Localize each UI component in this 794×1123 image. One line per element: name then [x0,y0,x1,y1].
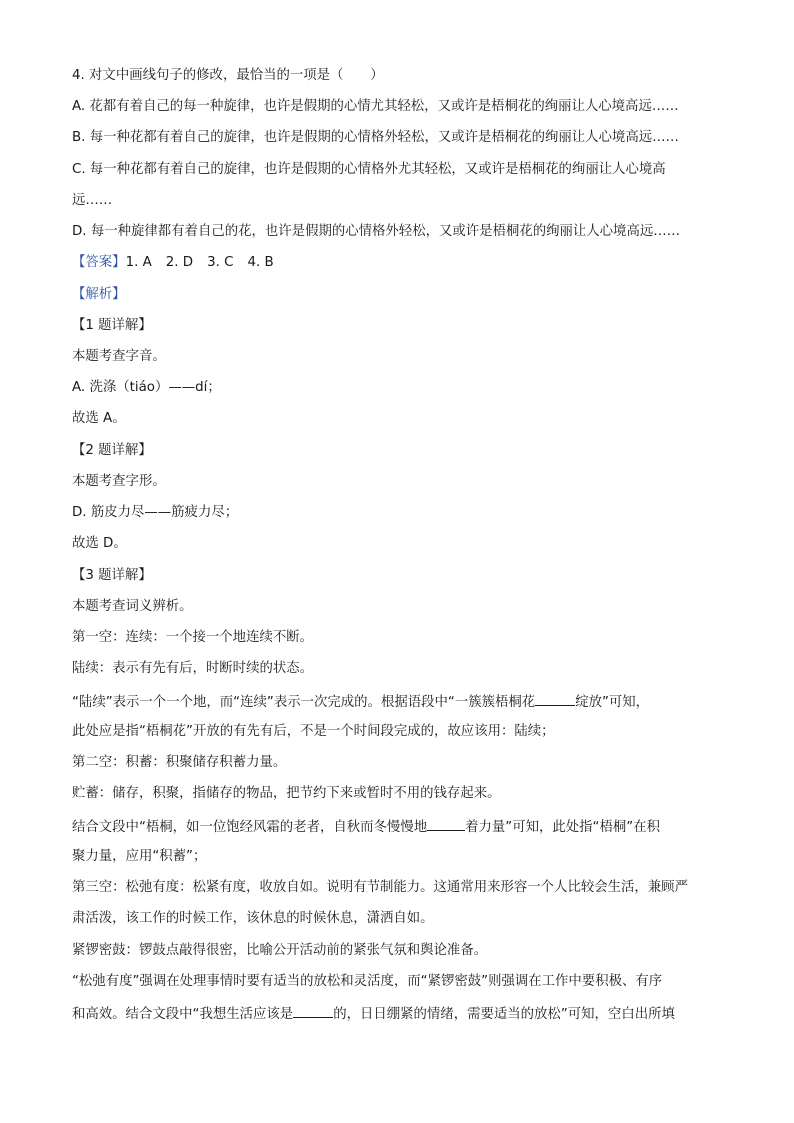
q3-detail-line: 贮蓄：储存，积聚，指储存的物品，把节约下来或暂时不用的钱存起来。 [72,786,501,801]
fill-blank [427,816,465,831]
question-4-option-b: B. 每一种花都有着自己的旋律，也许是假期的心情格外轻松，又或许是梧桐花的绚丽让人心境高远…… [72,130,679,145]
q3-detail-line: “松弛有度”强调在处理事情时要有适当的放松和灵活度，而“紧锣密鼓”则强调在工作中要积极、有序 [72,974,663,989]
q2-detail-line: 故选 D。 [72,536,127,551]
q3-detail-line: 肃活泼，该工作的时候工作，该休息的时候休息，潇洒自如。 [72,911,434,926]
q3-detail-line: 紧锣密鼓：锣鼓点敲得很密，比喻公开活动前的紧张气氛和舆论准备。 [72,943,488,958]
answer-item: 3. C [207,255,234,270]
q1-detail-line: 故选 A。 [72,411,126,426]
q1-detail-heading: 【1 题详解】 [72,318,152,333]
question-4-option-c-cont: 远…… [72,193,113,208]
q3-detail-line: 结合文段中“梧桐，如一位饱经风霜的老者，自秋而冬慢慢地 着力量”可知，此处指“梧桐”在积 [72,816,732,838]
q3-detail-line: 聚力量，应用“积蓄”； [72,849,207,864]
fill-blank [293,1003,333,1018]
fill-blank [535,691,575,706]
q3-detail-line: 第二空：积蓄：积聚储存积蓄力量。 [72,755,287,770]
question-4-option-c: C. 每一种花都有着自己的旋律，也许是假期的心情格外尤其轻松，又或许是梧桐花的绚丽让人心境高 [72,162,666,177]
q3-detail-line: 和高效。结合文段中“我想生活应该是 的，日日绷紧的情绪，需要适当的放松”可知，空白出所填 [72,1003,732,1025]
question-4-option-d: D. 每一种旋律都有着自己的花，也许是假期的心情格外轻松，又或许是梧桐花的绚丽让人心境高远…… [72,224,681,239]
q1-detail-line: A. 洗涤（tiáo）——dí； [72,380,221,395]
analysis-tag: 【解析】 [72,287,126,302]
answer-line [72,253,732,273]
answer-item: 2. D [165,255,194,270]
q3-detail-line: “陆续”表示一个一个地，而“连续”表示一次完成的。根据语段中“一簇簇梧桐花 绽放”可知， [72,691,732,713]
answer-item: 4. B [247,255,274,270]
answer-item: 1. A [125,255,152,270]
q2-detail-heading: 【2 题详解】 [72,443,152,458]
q3-detail-line: 第三空：松弛有度：松紧有度，收放自如。说明有节制能力。这通常用来形容一个人比较会生活，兼顾严 [72,880,688,895]
q2-detail-line: 本题考查字形。 [72,474,166,489]
q2-detail-line: D. 筋皮力尽——筋疲力尽； [72,505,239,520]
question-4-stem: 4. 对文中画线句子的修改，最恰当的一项是（ ） [72,68,384,83]
q3-detail-line: 本题考查词义辨析。 [72,599,193,614]
q3-detail-line: 第一空：连续：一个接一个地连续不断。 [72,630,314,645]
q3-detail-line: 陆续：表示有先有后，时断时续的状态。 [72,661,314,676]
answer-tag: 【答案】 [72,255,126,270]
q3-detail-line: 此处应是指“梧桐花”开放的有先有后，不是一个时间段完成的，故应该用：陆续； [72,724,555,739]
q3-detail-heading: 【3 题详解】 [72,568,152,583]
q1-detail-line: 本题考查字音。 [72,349,166,364]
question-4-option-a: A. 花都有着自己的每一种旋律，也许是假期的心情尤其轻松，又或许是梧桐花的绚丽让人心境高远…… [72,99,679,114]
